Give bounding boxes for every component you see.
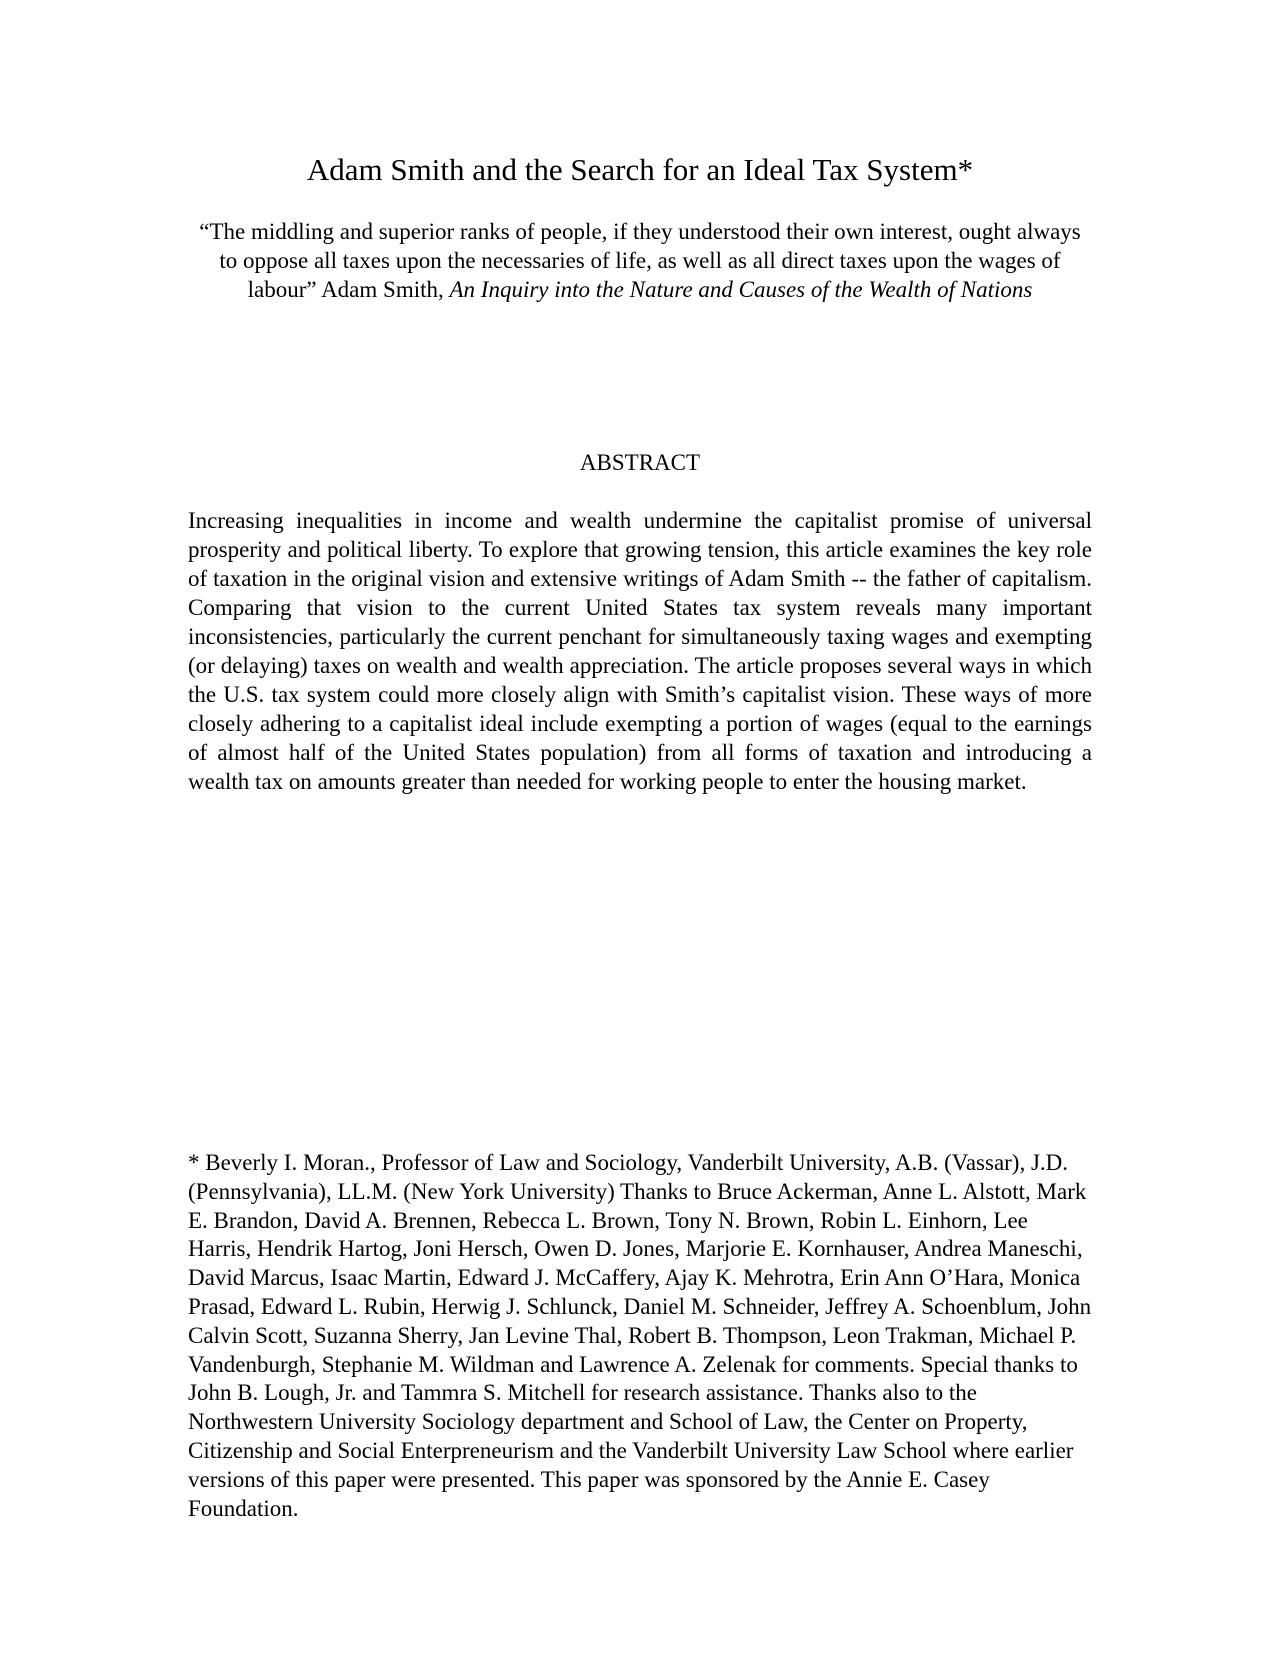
epigraph-book-title: An Inquiry into the Nature and Causes of the Wealth of Nations <box>449 277 1033 302</box>
epigraph-quote: “The middling and superior ranks of people, if they understood their own interest, ought always to oppose all taxes upon the necessaries of life, as well as all direct taxes upon the wages of labour” Adam Smith, <box>199 219 1081 302</box>
abstract-text: Increasing inequalities in income and wealth undermine the capitalist promise of universal prosperity and political liberty. To explore that growing tension, this article examines the key role of taxation in the original vision and extensive writings of Adam Smith -- the father of capitalism. Comparing that vision to the current United States tax system reveals many important inconsistencies, particularly the current penchant for simultaneously taxing wages and exempting (or delaying) taxes on wealth and wealth appreciation. The article proposes several ways in which the U.S. tax system could more closely align with Smith’s capitalist vision. These ways of more closely adhering to a capitalist ideal include exempting a portion of wages (equal to the earnings of almost half of the United States population) from all forms of taxation and introducing a wealth tax on amounts greater than needed for working people to enter the housing market. <box>188 508 1092 794</box>
abstract-heading: ABSTRACT <box>579 450 701 475</box>
paper-title: Adam Smith and the Search for an Ideal Tax System* <box>306 152 974 187</box>
epigraph <box>188 217 1092 304</box>
author-footnote: * Beverly I. Moran., Professor of Law and Sociology, Vanderbilt University, A.B. (Vassar), J.D. (Pennsylvania), LL.M. (New York University) Thanks to Bruce Ackerman, Anne L. Alstott, Mark E. Brandon, David A. Brennen, Rebecca L. Brown, Tony N. Brown, Robin L. Einhorn, Lee Harris, Hendrik Hartog, Joni Hersch, Owen D. Jones, Marjorie E. Kornhauser, Andrea Maneschi, David Marcus, Isaac Martin, Edward J. McCaffery, Ajay K. Mehrotra, Erin Ann O’Hara, Monica Prasad, Edward L. Rubin, Herwig J. Schlunck, Daniel M. Schneider, Jeffrey A. Schoenblum, John Calvin Scott, Suzanna Sherry, Jan Levine Thal, Robert B. Thompson, Leon Trakman, Michael P. Vandenburgh, Stephanie M. Wildman and Lawrence A. Zelenak for comments. Special thanks to John B. Lough, Jr. and Tammra S. Mitchell for research assistance. Thanks also to the Northwestern University Sociology department and School of Law, the Center on Property, Citizenship and Social Enterpreneurism and the Vanderbilt University Law School where earlier versions of this paper were presented. This paper was sponsored by the Annie E. Casey Foundation. <box>188 1150 1092 1521</box>
